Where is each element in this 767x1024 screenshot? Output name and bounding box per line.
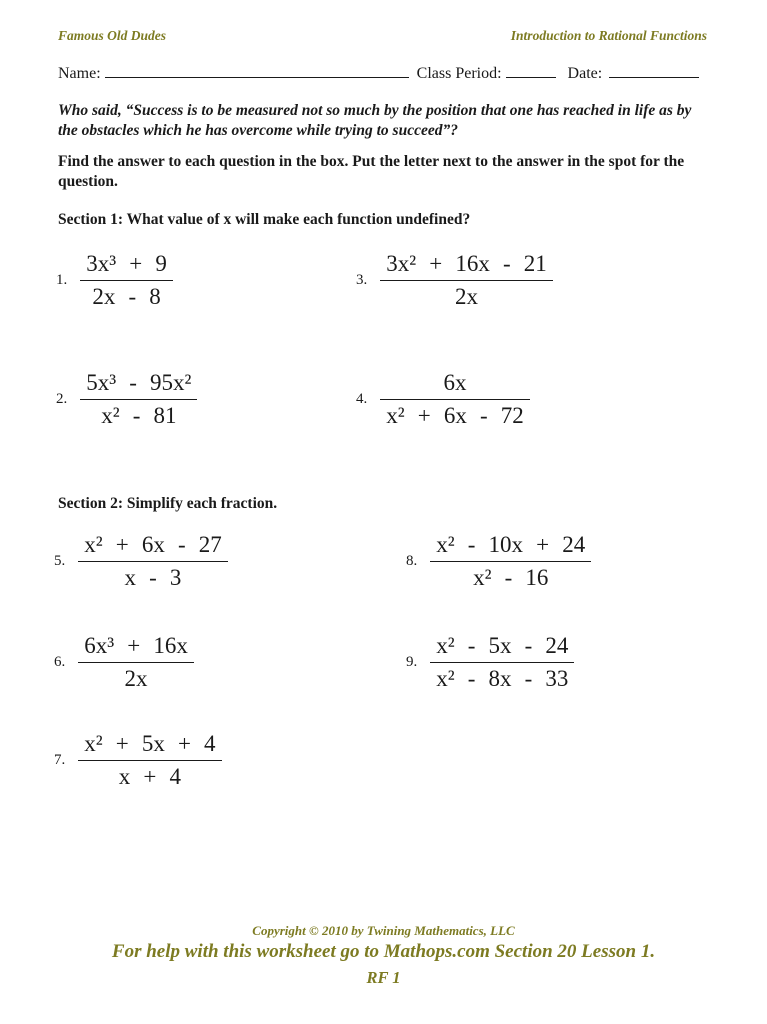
fraction-numerator: x² - 5x - 24 bbox=[436, 633, 569, 658]
class-period-label: Class Period: bbox=[416, 65, 502, 82]
fraction-numerator: x² - 10x + 24 bbox=[436, 532, 586, 557]
problem-3 bbox=[356, 250, 553, 311]
fraction bbox=[80, 369, 197, 430]
fraction-denominator: x² - 16 bbox=[473, 565, 549, 591]
instructions-text: Find the answer to each question in the box. Put the letter next to the answer in the spot for the question. bbox=[58, 153, 685, 190]
fraction-numerator: 6x³ + 16x bbox=[84, 633, 188, 658]
problem-9 bbox=[406, 632, 574, 693]
problem-1 bbox=[56, 250, 173, 311]
class-period-blank bbox=[506, 62, 556, 78]
fraction-numerator: 6x bbox=[443, 370, 467, 395]
fraction-denominator: x² - 81 bbox=[101, 403, 177, 429]
problem-number: 2. bbox=[56, 391, 68, 408]
name-label: Name: bbox=[58, 65, 101, 82]
fraction-numerator: 3x² + 16x - 21 bbox=[386, 251, 547, 276]
name-blank bbox=[105, 62, 409, 78]
worksheet-series-title: Famous Old Dudes bbox=[58, 28, 167, 43]
fraction-numerator: 5x³ - 95x² bbox=[86, 370, 192, 395]
fraction-bar bbox=[78, 561, 227, 562]
fraction-bar bbox=[380, 399, 529, 400]
problem-number: 5. bbox=[54, 553, 66, 570]
problem-number: 1. bbox=[56, 272, 68, 289]
fraction bbox=[430, 632, 574, 693]
section-1-title: Section 1: What value of x will make each function undefined? bbox=[58, 211, 471, 228]
fraction-numerator: x² + 5x + 4 bbox=[84, 731, 216, 756]
problem-4 bbox=[356, 369, 530, 430]
fraction bbox=[430, 531, 591, 592]
fraction-bar bbox=[80, 280, 173, 281]
fraction-bar bbox=[430, 561, 591, 562]
footer-copyright: Copyright © 2010 by Twining Mathematics, LLC bbox=[252, 923, 515, 938]
footer-code: RF 1 bbox=[366, 968, 401, 987]
problem-8 bbox=[406, 531, 591, 592]
problem-number: 9. bbox=[406, 654, 418, 671]
problem-7 bbox=[54, 730, 222, 791]
fraction-bar bbox=[430, 662, 574, 663]
quote-text: Who said, “Success is to be measured not so much by the position that one has reached in life as by the obstacles which he has overcome while trying to succeed”? bbox=[58, 102, 692, 139]
section-2-title: Section 2: Simplify each fraction. bbox=[58, 495, 278, 512]
fraction-bar bbox=[80, 399, 197, 400]
fraction-denominator: 2x bbox=[124, 666, 148, 692]
problem-2 bbox=[56, 369, 197, 430]
fraction-numerator: x² + 6x - 27 bbox=[84, 532, 222, 557]
problem-6 bbox=[54, 632, 194, 693]
fraction bbox=[80, 250, 173, 311]
fraction bbox=[78, 730, 221, 791]
fraction-bar bbox=[78, 760, 221, 761]
problem-number: 8. bbox=[406, 553, 418, 570]
problem-number: 7. bbox=[54, 752, 66, 769]
problem-number: 6. bbox=[54, 654, 66, 671]
problem-number: 3. bbox=[356, 272, 368, 289]
problem-5 bbox=[54, 531, 228, 592]
footer-help-line: For help with this worksheet go to Mathops.com Section 20 Lesson 1. bbox=[111, 941, 656, 962]
date-label: Date: bbox=[567, 65, 603, 82]
date-blank bbox=[609, 62, 699, 78]
fraction-denominator: x - 3 bbox=[124, 565, 182, 591]
fraction bbox=[380, 250, 552, 311]
fraction-numerator: 3x³ + 9 bbox=[86, 251, 167, 276]
fraction-denominator: x + 4 bbox=[118, 764, 181, 790]
fraction bbox=[78, 632, 194, 693]
fraction-bar bbox=[78, 662, 194, 663]
fraction-denominator: x² + 6x - 72 bbox=[386, 403, 524, 429]
fraction-bar bbox=[380, 280, 552, 281]
fraction-denominator: 2x bbox=[454, 284, 478, 310]
header bbox=[58, 28, 707, 44]
name-line bbox=[58, 62, 707, 83]
fraction-denominator: x² - 8x - 33 bbox=[436, 666, 569, 692]
fraction bbox=[78, 531, 227, 592]
worksheet-topic-title: Introduction to Rational Functions bbox=[510, 28, 707, 43]
problem-number: 4. bbox=[356, 391, 368, 408]
fraction-denominator: 2x - 8 bbox=[92, 284, 161, 310]
fraction bbox=[380, 369, 529, 430]
